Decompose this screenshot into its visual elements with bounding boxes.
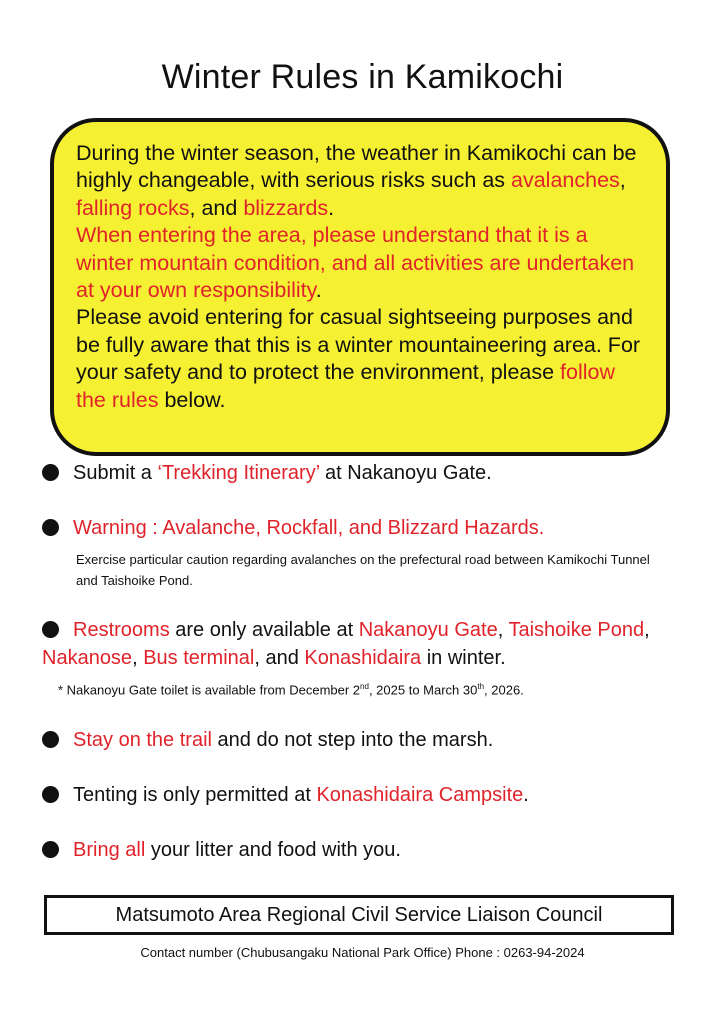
rule-tenting: Tenting is only permitted at Konashidaira Campsite. (42, 781, 682, 809)
notice-paragraph-responsibility: When entering the area, please understand that it is a winter mountain condition, and all activities are undertaken at your own responsibility. (76, 223, 635, 303)
rule-stay-on-trail: Stay on the trail and do not step into the marsh. (42, 726, 682, 754)
hazard-note: Exercise particular caution regarding avalanches on the prefectural road between Kamikochi Tunnel and Taishoike Pond. (76, 552, 650, 588)
council-name-box: Matsumoto Area Regional Civil Service Liaison Council (44, 895, 674, 935)
winter-notice-box (50, 118, 670, 456)
rule-trekking-itinerary: Submit a ‘Trekking Itinerary’ at Nakanoyu Gate. (42, 459, 682, 487)
bullet-icon (42, 519, 59, 536)
rule-litter: Bring all your litter and food with you. (42, 836, 682, 864)
notice-avalanches: avalanches (511, 168, 620, 193)
contact-number: Contact number (Chubusangaku National Park Office) Phone : 0263-94-2024 (140, 945, 585, 960)
bullet-icon (42, 841, 59, 858)
page-title: Winter Rules in Kamikochi (161, 58, 564, 96)
notice-paragraph-sightseeing: Please avoid entering for casual sightseeing purposes and be fully aware that this is a winter mountaineering area. For your safety and to protect the environment, please follow the rules below. (76, 305, 641, 412)
restroom-footnote: * Nakanoyu Gate toilet is available from December 2nd, 2025 to March 30th, 2026. (58, 682, 524, 698)
bullet-icon (42, 464, 59, 481)
bullet-icon (42, 621, 59, 638)
rule-hazard-warning: Warning : Avalanche, Rockfall, and Blizzard Hazards. (42, 514, 682, 542)
notice-falling-rocks: falling rocks (76, 195, 190, 220)
bullet-icon (42, 786, 59, 803)
bullet-icon (42, 731, 59, 748)
rule-restrooms: Restrooms are only available at Nakanoyu Gate, Taishoike Pond, Nakanose, Bus terminal, and Konashidaira in winter. (42, 619, 650, 669)
notice-blizzards: blizzards (243, 195, 329, 220)
notice-paragraph-risks: During the winter season, the weather in Kamikochi can be highly changeable, with serious risks such as avalanches, falling rocks, and blizzards. (76, 141, 637, 220)
notice-follow-rules: follow the rules (76, 360, 616, 412)
